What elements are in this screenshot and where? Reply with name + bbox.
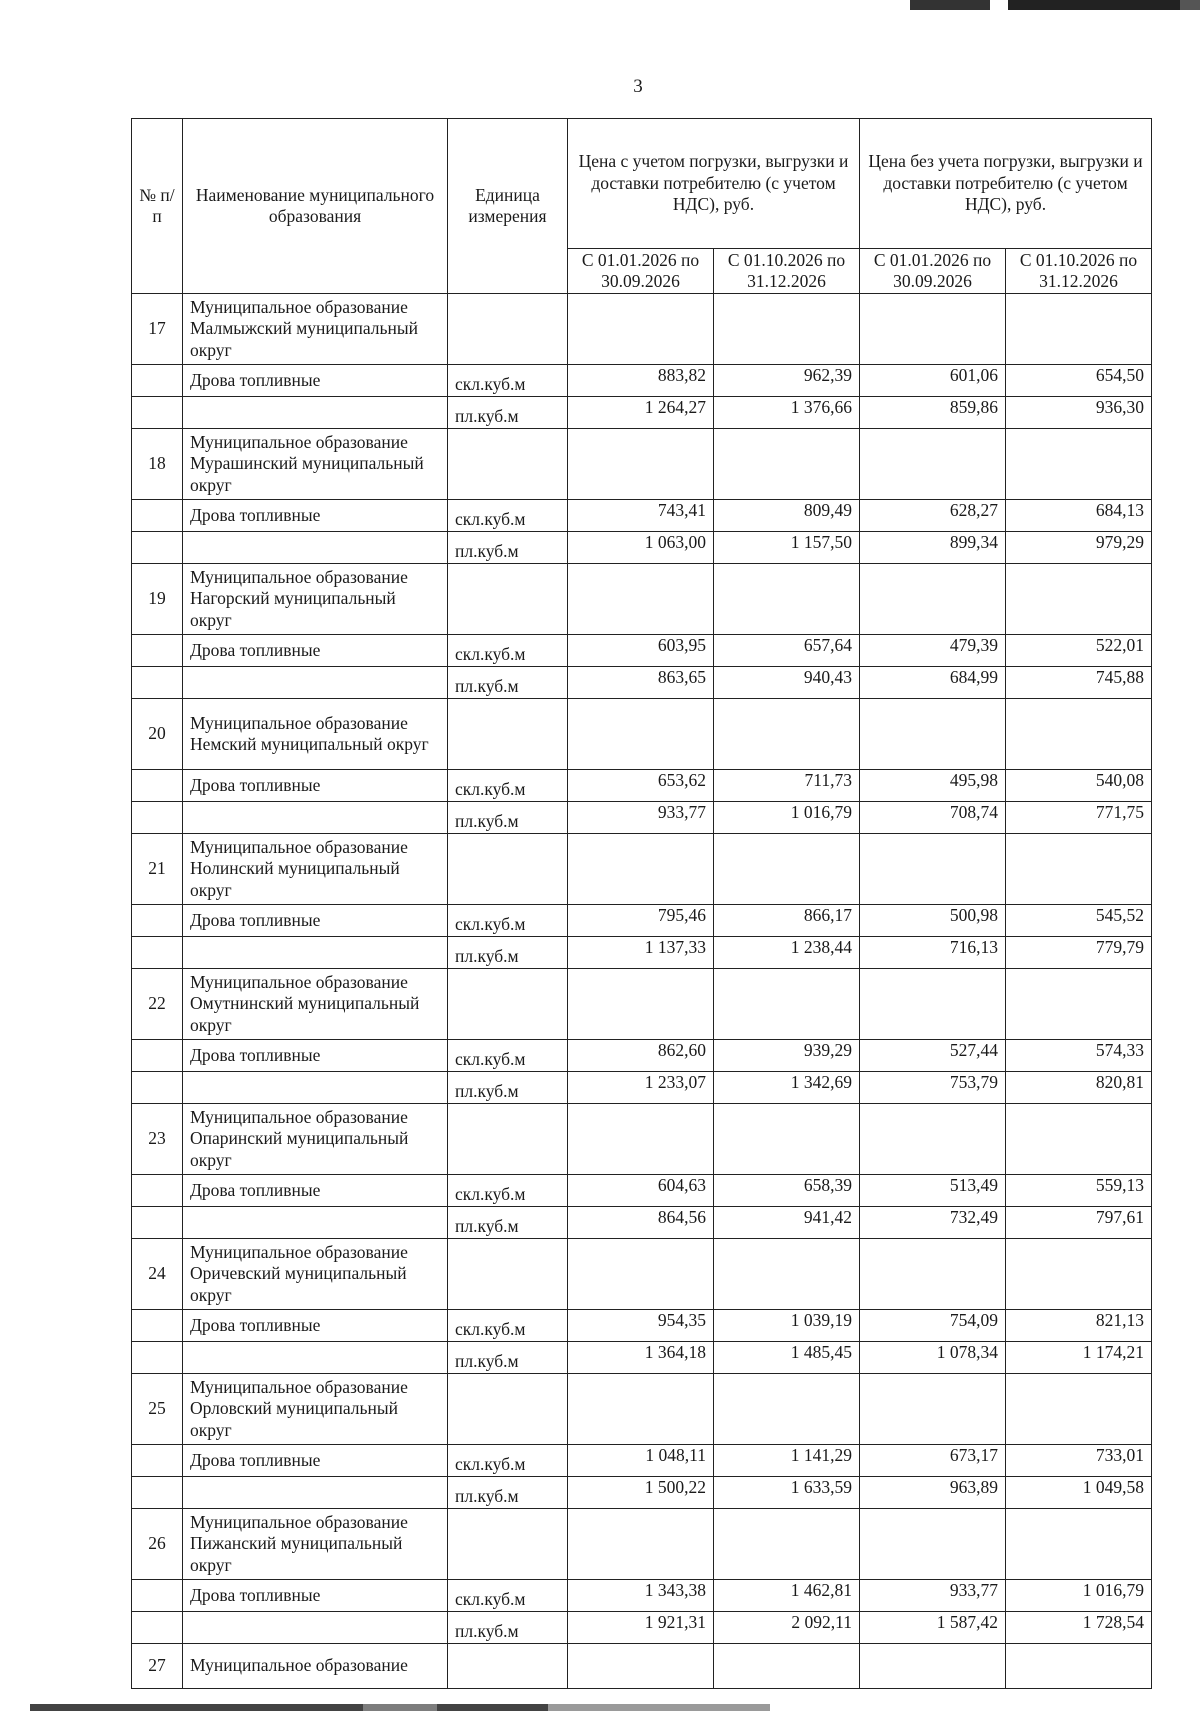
price-cell: 1 016,79 [714, 802, 860, 834]
empty-cell [714, 294, 860, 365]
page-number: 3 [633, 76, 643, 97]
price-cell: 603,95 [568, 635, 714, 667]
price-cell: 883,82 [568, 365, 714, 397]
empty-cell [183, 532, 448, 564]
unit-cell: скл.куб.м [448, 1445, 568, 1477]
price-cell: 716,13 [860, 937, 1006, 969]
price-cell: 540,08 [1006, 770, 1152, 802]
empty-cell [860, 699, 1006, 770]
empty-cell [132, 1477, 183, 1509]
price-cell: 1 137,33 [568, 937, 714, 969]
municipality-name: Муниципальное образование [183, 1644, 448, 1689]
table-row [132, 500, 1152, 532]
unit-cell: пл.куб.м [448, 1207, 568, 1239]
empty-cell [448, 1509, 568, 1580]
price-cell: 1 238,44 [714, 937, 860, 969]
price-cell: 753,79 [860, 1072, 1006, 1104]
row-number: 21 [132, 834, 183, 905]
table-row [132, 937, 1152, 969]
empty-cell [860, 834, 1006, 905]
price-cell: 545,52 [1006, 905, 1152, 937]
header-without-delivery: Цена без учета погрузки, выгрузки и доставки потребителю (с учетом НДС), руб. [860, 119, 1152, 249]
table-row [132, 1104, 1152, 1175]
table-row [132, 1342, 1152, 1374]
unit-cell: скл.куб.м [448, 635, 568, 667]
price-cell: 657,64 [714, 635, 860, 667]
empty-cell [1006, 699, 1152, 770]
empty-cell [1006, 834, 1152, 905]
price-cell: 673,17 [860, 1445, 1006, 1477]
table-row [132, 699, 1152, 770]
price-cell: 820,81 [1006, 1072, 1152, 1104]
unit-cell: скл.куб.м [448, 500, 568, 532]
empty-cell [860, 1374, 1006, 1445]
price-cell: 522,01 [1006, 635, 1152, 667]
table-row [132, 1175, 1152, 1207]
price-cell: 2 092,11 [714, 1612, 860, 1644]
price-cell: 1 233,07 [568, 1072, 714, 1104]
price-cell: 962,39 [714, 365, 860, 397]
price-cell: 658,39 [714, 1175, 860, 1207]
empty-cell [568, 1374, 714, 1445]
empty-cell [132, 937, 183, 969]
empty-cell [568, 699, 714, 770]
empty-cell [714, 699, 860, 770]
price-cell: 733,01 [1006, 1445, 1152, 1477]
table-row [132, 532, 1152, 564]
table-row [132, 1580, 1152, 1612]
empty-cell [132, 905, 183, 937]
table-row [132, 770, 1152, 802]
empty-cell [448, 564, 568, 635]
empty-cell [132, 1072, 183, 1104]
price-cell: 559,13 [1006, 1175, 1152, 1207]
item-name: Дрова топливные [183, 1175, 448, 1207]
table-row [132, 1072, 1152, 1104]
price-cell: 1 016,79 [1006, 1580, 1152, 1612]
empty-cell [714, 1509, 860, 1580]
price-cell: 513,49 [860, 1175, 1006, 1207]
table-row [132, 1445, 1152, 1477]
empty-cell [714, 564, 860, 635]
price-cell: 866,17 [714, 905, 860, 937]
row-number: 25 [132, 1374, 183, 1445]
price-cell: 1 342,69 [714, 1072, 860, 1104]
empty-cell [714, 1644, 860, 1689]
empty-cell [860, 1644, 1006, 1689]
table-row [132, 365, 1152, 397]
price-cell: 653,62 [568, 770, 714, 802]
unit-cell: скл.куб.м [448, 365, 568, 397]
price-cell: 1 462,81 [714, 1580, 860, 1612]
price-cell: 862,60 [568, 1040, 714, 1072]
empty-cell [183, 1207, 448, 1239]
table-row [132, 1239, 1152, 1310]
unit-cell: пл.куб.м [448, 1072, 568, 1104]
unit-cell: скл.куб.м [448, 1175, 568, 1207]
empty-cell [183, 667, 448, 699]
empty-cell [860, 1239, 1006, 1310]
empty-cell [1006, 1239, 1152, 1310]
row-number: 20 [132, 699, 183, 770]
empty-cell [132, 500, 183, 532]
price-cell: 1 078,34 [860, 1342, 1006, 1374]
row-number: 17 [132, 294, 183, 365]
municipality-name: Муниципальное образование Омутнинский муниципальный округ [183, 969, 448, 1040]
header-unit: Единица измерения [448, 119, 568, 294]
empty-cell [183, 397, 448, 429]
unit-cell: пл.куб.м [448, 397, 568, 429]
municipality-name: Муниципальное образование Малмыжский муниципальный округ [183, 294, 448, 365]
table-row [132, 1477, 1152, 1509]
unit-cell: пл.куб.м [448, 1612, 568, 1644]
price-cell: 628,27 [860, 500, 1006, 532]
empty-cell [568, 564, 714, 635]
table-row [132, 1509, 1152, 1580]
item-name: Дрова топливные [183, 1580, 448, 1612]
unit-cell: скл.куб.м [448, 1580, 568, 1612]
price-cell: 859,86 [860, 397, 1006, 429]
row-number: 26 [132, 1509, 183, 1580]
empty-cell [568, 1104, 714, 1175]
row-number: 18 [132, 429, 183, 500]
empty-cell [132, 365, 183, 397]
empty-cell [714, 1104, 860, 1175]
empty-cell [568, 1509, 714, 1580]
price-cell: 779,79 [1006, 937, 1152, 969]
price-cell: 939,29 [714, 1040, 860, 1072]
empty-cell [448, 1374, 568, 1445]
unit-cell: пл.куб.м [448, 667, 568, 699]
municipality-name: Муниципальное образование Нагорский муниципальный округ [183, 564, 448, 635]
price-cell: 574,33 [1006, 1040, 1152, 1072]
empty-cell [714, 1239, 860, 1310]
empty-cell [1006, 294, 1152, 365]
item-name: Дрова топливные [183, 635, 448, 667]
empty-cell [132, 802, 183, 834]
municipality-name: Муниципальное образование Пижанский муниципальный округ [183, 1509, 448, 1580]
price-cell: 745,88 [1006, 667, 1152, 699]
empty-cell [1006, 969, 1152, 1040]
price-cell: 1 500,22 [568, 1477, 714, 1509]
header-period: С 01.01.2026 по 30.09.2026 [568, 249, 714, 294]
empty-cell [568, 834, 714, 905]
scan-edge-mark [30, 1704, 770, 1711]
price-cell: 711,73 [714, 770, 860, 802]
unit-cell: пл.куб.м [448, 1342, 568, 1374]
price-cell: 795,46 [568, 905, 714, 937]
price-cell: 809,49 [714, 500, 860, 532]
empty-cell [132, 532, 183, 564]
header-with-delivery: Цена с учетом погрузки, выгрузки и доставки потребителю (с учетом НДС), руб. [568, 119, 860, 249]
price-cell: 821,13 [1006, 1310, 1152, 1342]
empty-cell [714, 1374, 860, 1445]
empty-cell [132, 1310, 183, 1342]
empty-cell [448, 834, 568, 905]
row-number: 23 [132, 1104, 183, 1175]
row-number: 24 [132, 1239, 183, 1310]
empty-cell [183, 1342, 448, 1374]
price-cell: 1 049,58 [1006, 1477, 1152, 1509]
table-row [132, 1310, 1152, 1342]
price-cell: 500,98 [860, 905, 1006, 937]
table-row [132, 667, 1152, 699]
price-cell: 933,77 [568, 802, 714, 834]
item-name: Дрова топливные [183, 365, 448, 397]
firewood-price-table [131, 118, 1152, 1689]
empty-cell [448, 699, 568, 770]
empty-cell [568, 1644, 714, 1689]
price-cell: 495,98 [860, 770, 1006, 802]
empty-cell [132, 1175, 183, 1207]
empty-cell [1006, 564, 1152, 635]
price-cell: 979,29 [1006, 532, 1152, 564]
price-cell: 1 141,29 [714, 1445, 860, 1477]
price-cell: 708,74 [860, 802, 1006, 834]
unit-cell: скл.куб.м [448, 770, 568, 802]
empty-cell [714, 429, 860, 500]
empty-cell [448, 969, 568, 1040]
unit-cell: пл.куб.м [448, 1477, 568, 1509]
empty-cell [860, 564, 1006, 635]
empty-cell [132, 1342, 183, 1374]
municipality-name: Муниципальное образование Нолинский муниципальный округ [183, 834, 448, 905]
price-cell: 1 485,45 [714, 1342, 860, 1374]
table-row [132, 294, 1152, 365]
price-cell: 1 921,31 [568, 1612, 714, 1644]
empty-cell [132, 1445, 183, 1477]
table-row [132, 1207, 1152, 1239]
unit-cell: пл.куб.м [448, 802, 568, 834]
table-row [132, 564, 1152, 635]
empty-cell [568, 294, 714, 365]
empty-cell [448, 1104, 568, 1175]
empty-cell [1006, 429, 1152, 500]
header-period: С 01.10.2026 по 31.12.2026 [714, 249, 860, 294]
empty-cell [132, 1612, 183, 1644]
price-cell: 1 728,54 [1006, 1612, 1152, 1644]
price-cell: 1 343,38 [568, 1580, 714, 1612]
unit-cell: скл.куб.м [448, 1310, 568, 1342]
price-cell: 899,34 [860, 532, 1006, 564]
unit-cell: скл.куб.м [448, 905, 568, 937]
empty-cell [132, 770, 183, 802]
table-row [132, 802, 1152, 834]
item-name: Дрова топливные [183, 500, 448, 532]
table-body [132, 294, 1152, 1689]
price-cell: 1 063,00 [568, 532, 714, 564]
empty-cell [1006, 1104, 1152, 1175]
price-cell: 771,75 [1006, 802, 1152, 834]
price-cell: 527,44 [860, 1040, 1006, 1072]
price-cell: 1 376,66 [714, 397, 860, 429]
empty-cell [568, 969, 714, 1040]
empty-cell [714, 969, 860, 1040]
empty-cell [132, 635, 183, 667]
price-cell: 684,13 [1006, 500, 1152, 532]
price-cell: 1 587,42 [860, 1612, 1006, 1644]
empty-cell [860, 1104, 1006, 1175]
row-number: 22 [132, 969, 183, 1040]
empty-cell [860, 429, 1006, 500]
table-row [132, 1612, 1152, 1644]
empty-cell [132, 1040, 183, 1072]
table-row [132, 1374, 1152, 1445]
table-row [132, 635, 1152, 667]
table-row [132, 397, 1152, 429]
empty-cell [568, 1239, 714, 1310]
municipality-name: Муниципальное образование Опаринский муниципальный округ [183, 1104, 448, 1175]
item-name: Дрова топливные [183, 1040, 448, 1072]
empty-cell [1006, 1644, 1152, 1689]
price-cell: 654,50 [1006, 365, 1152, 397]
price-cell: 936,30 [1006, 397, 1152, 429]
price-cell: 601,06 [860, 365, 1006, 397]
empty-cell [860, 1509, 1006, 1580]
header-name: Наименование муниципального образования [183, 119, 448, 294]
price-cell: 941,42 [714, 1207, 860, 1239]
price-cell: 954,35 [568, 1310, 714, 1342]
header-period: С 01.01.2026 по 30.09.2026 [860, 249, 1006, 294]
municipality-name: Муниципальное образование Мурашинский муниципальный округ [183, 429, 448, 500]
municipality-name: Муниципальное образование Оричевский муниципальный округ [183, 1239, 448, 1310]
price-cell: 1 364,18 [568, 1342, 714, 1374]
empty-cell [183, 1477, 448, 1509]
price-cell: 1 174,21 [1006, 1342, 1152, 1374]
unit-cell: скл.куб.м [448, 1040, 568, 1072]
item-name: Дрова топливные [183, 1310, 448, 1342]
unit-cell: пл.куб.м [448, 532, 568, 564]
empty-cell [1006, 1509, 1152, 1580]
row-number: 27 [132, 1644, 183, 1689]
scan-edge-mark [890, 0, 1200, 10]
price-cell: 940,43 [714, 667, 860, 699]
price-cell: 754,09 [860, 1310, 1006, 1342]
empty-cell [448, 1644, 568, 1689]
price-cell: 933,77 [860, 1580, 1006, 1612]
empty-cell [183, 1072, 448, 1104]
price-cell: 1 264,27 [568, 397, 714, 429]
price-cell: 864,56 [568, 1207, 714, 1239]
price-cell: 963,89 [860, 1477, 1006, 1509]
table-row [132, 969, 1152, 1040]
row-number: 19 [132, 564, 183, 635]
header-num: № п/п [132, 119, 183, 294]
empty-cell [1006, 1374, 1152, 1445]
empty-cell [132, 667, 183, 699]
municipality-name: Муниципальное образование Немский муниципальный округ [183, 699, 448, 770]
empty-cell [448, 1239, 568, 1310]
price-cell: 604,63 [568, 1175, 714, 1207]
item-name: Дрова топливные [183, 905, 448, 937]
table-row [132, 834, 1152, 905]
price-cell: 1 048,11 [568, 1445, 714, 1477]
item-name: Дрова топливные [183, 770, 448, 802]
price-cell: 479,39 [860, 635, 1006, 667]
price-cell: 684,99 [860, 667, 1006, 699]
price-cell: 743,41 [568, 500, 714, 532]
price-cell: 797,61 [1006, 1207, 1152, 1239]
empty-cell [714, 834, 860, 905]
price-cell: 732,49 [860, 1207, 1006, 1239]
empty-cell [860, 969, 1006, 1040]
empty-cell [132, 1207, 183, 1239]
price-cell: 863,65 [568, 667, 714, 699]
empty-cell [448, 294, 568, 365]
empty-cell [132, 1580, 183, 1612]
table-row [132, 1040, 1152, 1072]
unit-cell: пл.куб.м [448, 937, 568, 969]
table-row [132, 1644, 1152, 1689]
empty-cell [183, 802, 448, 834]
table-row [132, 905, 1152, 937]
table-row [132, 429, 1152, 500]
municipality-name: Муниципальное образование Орловский муниципальный округ [183, 1374, 448, 1445]
empty-cell [860, 294, 1006, 365]
empty-cell [448, 429, 568, 500]
empty-cell [183, 1612, 448, 1644]
header-period: С 01.10.2026 по 31.12.2026 [1006, 249, 1152, 294]
item-name: Дрова топливные [183, 1445, 448, 1477]
price-cell: 1 039,19 [714, 1310, 860, 1342]
empty-cell [132, 397, 183, 429]
empty-cell [568, 429, 714, 500]
price-cell: 1 633,59 [714, 1477, 860, 1509]
price-cell: 1 157,50 [714, 532, 860, 564]
empty-cell [183, 937, 448, 969]
